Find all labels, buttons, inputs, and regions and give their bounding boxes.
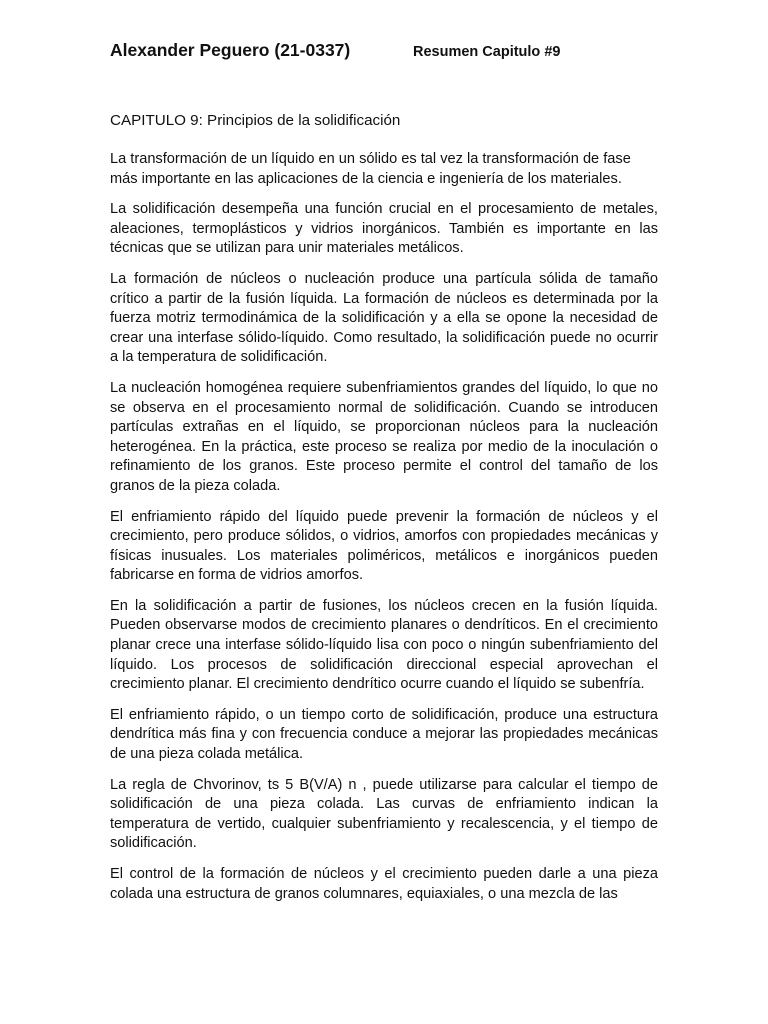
- paragraph-9: El control de la formación de núcleos y el crecimiento pueden darle a una pieza colada una estructura de granos columnares, equiaxiales, o una mezcla de las: [110, 866, 658, 902]
- paragraph-6: En la solidificación a partir de fusiones, los núcleos crecen en la fusión líquida. Pueden observarse modos de crecimiento planares o dendríticos. En el crecimiento planar crece una interfase sólido-líquido lisa con poco o ningún subenfriamiento del líquido. Los procesos de solidificación direccional especial aprovechan el crecimiento planar. El crecimiento dendrítico ocurre cuando el líquido se subenfría.: [110, 597, 658, 693]
- author-name: Alexander Peguero (21-0337): [110, 40, 351, 60]
- paragraph-8: La regla de Chvorinov, ts 5 B(V/A) n , puede utilizarse para calcular el tiempo de solidificación de una pieza colada. Las curvas de enfriamiento indican la temperatura de vertido, cualquier subenfriamiento y recalescencia, y el tiempo de solidificación.: [110, 776, 658, 852]
- paragraph-5: El enfriamiento rápido del líquido puede prevenir la formación de núcleos y el crecimiento, pero produce sólidos, o vidrios, amorfos con propiedades mecánicas y físicas inusuales. Los materiales poliméricos, metálicos e inorgánicos pueden fabricarse en forma de vidrios amorfos.: [110, 508, 658, 584]
- paragraph-3: La formación de núcleos o nucleación produce una partícula sólida de tamaño crítico a partir de la fusión líquida. La formación de núcleos es determinada por la fuerza motriz termodinámica de la solidificación y a ella se opone la necesidad de crear una interfase sólido-líquido. Como resultado, la solidificación puede no ocurrir a la temperatura de solidificación.: [110, 270, 658, 366]
- summary-title: Resumen Capitulo #9: [413, 44, 561, 60]
- paragraph-4: La nucleación homogénea requiere subenfriamientos grandes del líquido, lo que no se observa en el procesamiento normal de solidificación. Cuando se introducen partículas extrañas en el líquido, se proporcionan núcleos para la nucleación heterogénea. En la práctica, este proceso se realiza por medio de la inoculación o refinamiento de los granos. Este proceso permite el control del tamaño de los granos de la pieza colada.: [110, 379, 658, 494]
- paragraph-2: La solidificación desempeña una función crucial en el procesamiento de metales, aleaciones, termoplásticos y vidrios inorgánicos. También es importante en las técnicas que se utilizan para unir materiales metálicos.: [110, 201, 658, 257]
- document-body: [110, 150, 658, 915]
- paragraph-1: La transformación de un líquido en un sólido es tal vez la transformación de fase más importante en las aplicaciones de la ciencia e ingeniería de los materiales.: [110, 151, 631, 187]
- chapter-title: CAPITULO 9: Principios de la solidificación: [110, 112, 401, 129]
- document-header: [110, 40, 670, 66]
- paragraph-7: El enfriamiento rápido, o un tiempo corto de solidificación, produce una estructura dendrítica más fina y con frecuencia conduce a mejorar las propiedades mecánicas de una pieza colada metálica.: [110, 706, 658, 763]
